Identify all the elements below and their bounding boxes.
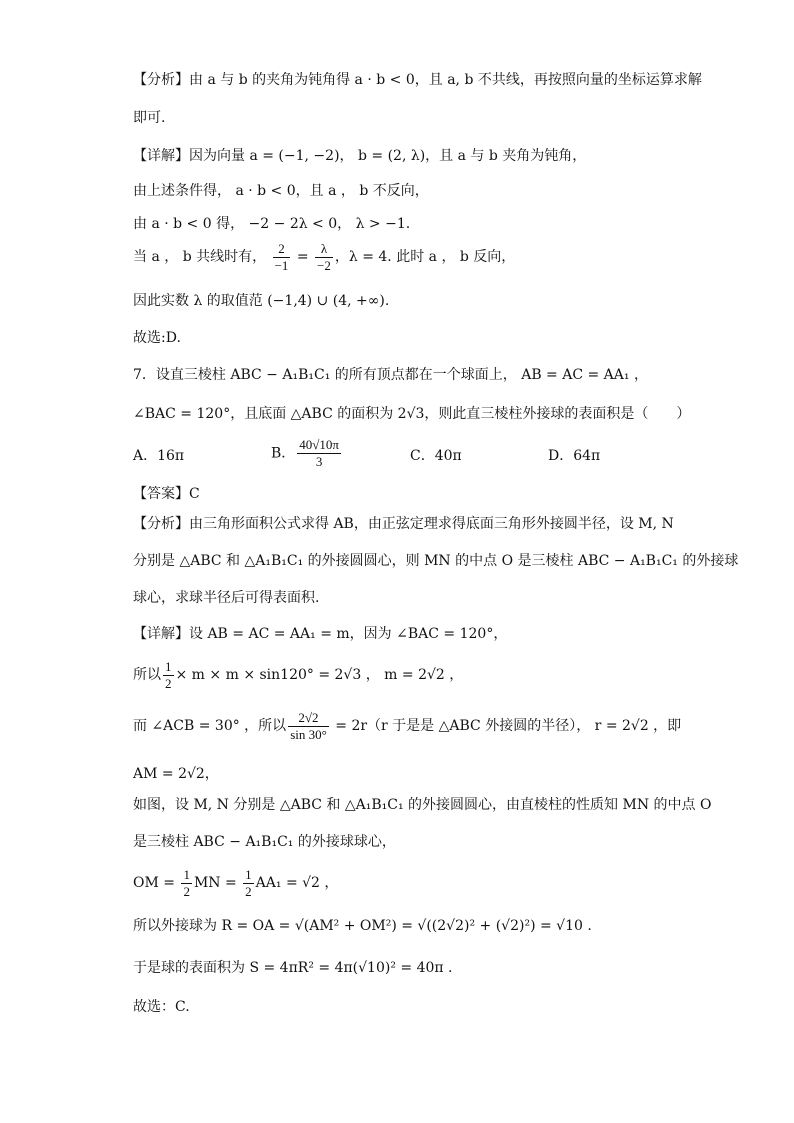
text-line: ∠BAC = 120°，且底面 △ABC 的面积为 2√3，则此直三棱柱外接球的表面积是（ ）	[133, 406, 691, 422]
text-line: 故选:D.	[133, 330, 181, 346]
text-line: 【详解】因为向量 a = (−1, −2)， b = (2, λ)，且 a 与 b 夹角为钝角，	[133, 148, 587, 164]
text-line-surface: 于是球的表面积为 S = 4πR² = 4π(√10)² = 40π .	[133, 960, 453, 976]
text-line: 分别是 △ABC 和 △A₁B₁C₁ 的外接圆圆心，则 MN 的中点 O 是三棱柱 ABC − A₁B₁C₁ 的外接球	[133, 553, 739, 569]
text-line: 是三棱柱 ABC − A₁B₁C₁ 的外接球球心，	[133, 834, 396, 850]
option-a: A．16π	[133, 448, 185, 464]
text-line: 由 a · b < 0 得， −2 − 2λ < 0， λ > −1.	[133, 216, 411, 232]
text-line: 【分析】由 a 与 b 的夹角为钝角得 a · b < 0，且 a, b 不共线，再按照向量的坐标运算求解	[133, 72, 702, 88]
answer-line: 【答案】C	[133, 486, 200, 502]
question-7: 7．设直三棱柱 ABC − A₁B₁C₁ 的所有顶点都在一个球面上， AB = AC = AA₁ ，	[133, 367, 648, 383]
text-line-area: 所以 $\frac{1}{2}$ × m × m × sin120° = 2√3 ， m = 2√2 ，	[133, 658, 464, 691]
text-line: AM = 2√2，	[133, 766, 219, 782]
text-line: 球心，求球半径后可得表面积.	[133, 590, 320, 606]
text-line-sine: 而 ∠ACB = 30° ，所以 $\frac{2√2}{\sin 30^\circ}$ = 2r（r 于是是 △ABC 外接圆的半径）， r = 2√2 ，即	[133, 709, 682, 742]
text-line: 因此实数 λ 的取值范 (−1,4) ∪ (4, +∞).	[133, 293, 390, 309]
text-line: 如图，设 M, N 分别是 △ABC 和 △A₁B₁C₁ 的外接圆圆心，由直棱柱的性质知 MN 的中点 O	[133, 797, 712, 813]
option-b: B． $\frac{40√10\pi}{3}$	[271, 437, 339, 469]
text-line: 【分析】由三角形面积公式求得 AB，由正弦定理求得底面三角形外接圆半径，设 M, N	[133, 516, 674, 532]
fraction: $\frac{\lambda}{-2}$	[317, 240, 331, 273]
fraction: $\frac{2}{-1}$	[274, 240, 289, 273]
option-d: D．64π	[548, 448, 601, 464]
text-line-radius: 所以外接球为 R = OA = √(AM² + OM²) = √((2√2)² + (√2)²) = √10 .	[133, 918, 592, 934]
text-line: 由上述条件得， a · b < 0，且 a ， b 不反向，	[133, 183, 429, 199]
text-line: 即可.	[133, 110, 166, 126]
text-line-collinear: 当 a ， b 共线时有， $\frac{2}{-1}$ = $\frac{\lambda}{-2}$ ，λ = 4. 此时 a ， b 反向，	[133, 240, 516, 273]
text-line: 【详解】设 AB = AC = AA₁ = m，因为 ∠BAC = 120°，	[133, 626, 508, 642]
text-line: 故选：C.	[133, 999, 190, 1015]
text-line-om: OM = $\frac{1}{2}$ MN = $\frac{1}{2}$ AA₁ = √2 ，	[133, 866, 339, 899]
option-c: C．40π	[410, 448, 462, 464]
